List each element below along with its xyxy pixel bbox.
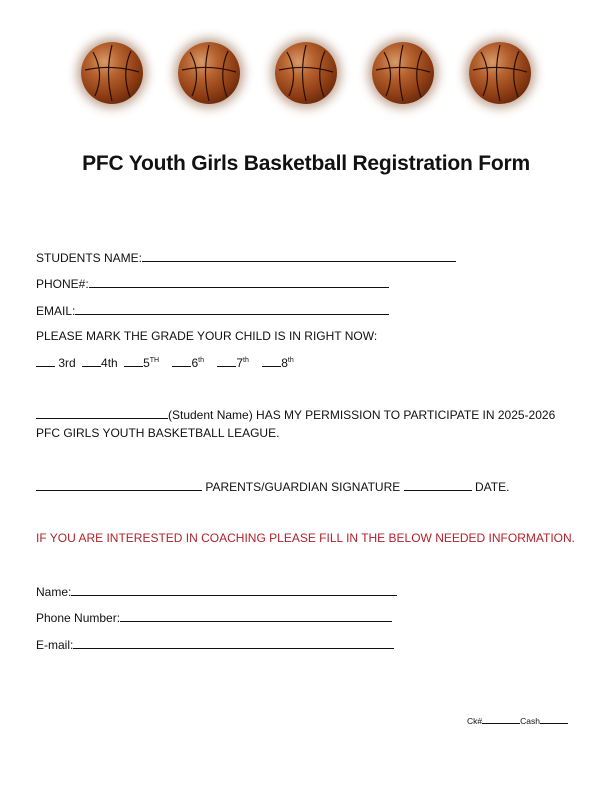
parent-signature-field[interactable] [36,479,202,491]
basketball-header [0,42,612,104]
page-title: PFC Youth Girls Basketball Registration Form [82,152,530,175]
phone-label: PHONE#: [36,277,89,291]
coach-email-field[interactable] [73,637,394,649]
coach-email-row [36,637,394,652]
basketball-icon [372,42,434,104]
grade-7-checkbox[interactable] [217,355,236,367]
student-name-row [36,250,456,265]
coach-email-label: E-mail: [36,638,74,652]
payment-row [467,715,568,726]
phone-field[interactable] [89,276,389,288]
cash-label: Cash [520,716,540,726]
grade-5-checkbox[interactable] [124,355,143,367]
basketball-icon [469,42,531,104]
grade-6-label: 6th [191,356,204,370]
cash-field[interactable] [540,715,568,724]
coach-name-row [36,584,397,599]
coach-name-label: Name: [36,585,72,599]
grade-3-checkbox[interactable] [36,355,55,367]
basketball-icon [178,42,240,104]
grade-options [36,355,294,370]
parent-signature-label: PARENTS/GUARDIAN SIGNATURE [205,480,401,494]
coaching-notice: IF YOU ARE INTERESTED IN COACHING PLEASE FILL IN THE BELOW NEEDED INFORMATION. [36,531,575,545]
basketball-icon [81,42,143,104]
coach-name-field[interactable] [71,584,397,596]
grade-4-label: 4th [101,356,118,370]
permission-student-name-field[interactable] [36,407,168,419]
grade-5-label: 5TH [143,356,160,370]
basketball-icon [275,42,337,104]
email-field[interactable] [75,303,389,315]
phone-row [36,276,389,291]
grade-3-label: 3rd [58,356,76,370]
email-label: EMAIL: [36,304,76,318]
grade-prompt: PLEASE MARK THE GRADE YOUR CHILD IS IN RIGHT NOW: [36,329,378,343]
check-number-field[interactable] [482,715,520,724]
date-field[interactable] [404,479,472,491]
permission-line-2: PFC GIRLS YOUTH BASKETBALL LEAGUE. [36,426,280,440]
grade-7-label: 7th [236,356,249,370]
grade-8-label: 8th [281,356,294,370]
check-label: Ck# [467,716,483,726]
student-name-field[interactable] [142,250,456,262]
coach-phone-row [36,610,392,625]
grade-6-checkbox[interactable] [172,355,191,367]
coach-phone-field[interactable] [120,610,392,622]
permission-line-1 [36,407,555,422]
grade-8-checkbox[interactable] [262,355,281,367]
permission-text: (Student Name) HAS MY PERMISSION TO PARTICIPATE IN 2025-2026 [168,408,556,422]
coach-phone-label: Phone Number: [36,611,121,625]
student-name-label: STUDENTS NAME: [36,251,143,265]
grade-4-checkbox[interactable] [82,355,101,367]
email-row [36,303,389,318]
date-label: DATE. [474,480,510,494]
signature-row [36,479,509,494]
